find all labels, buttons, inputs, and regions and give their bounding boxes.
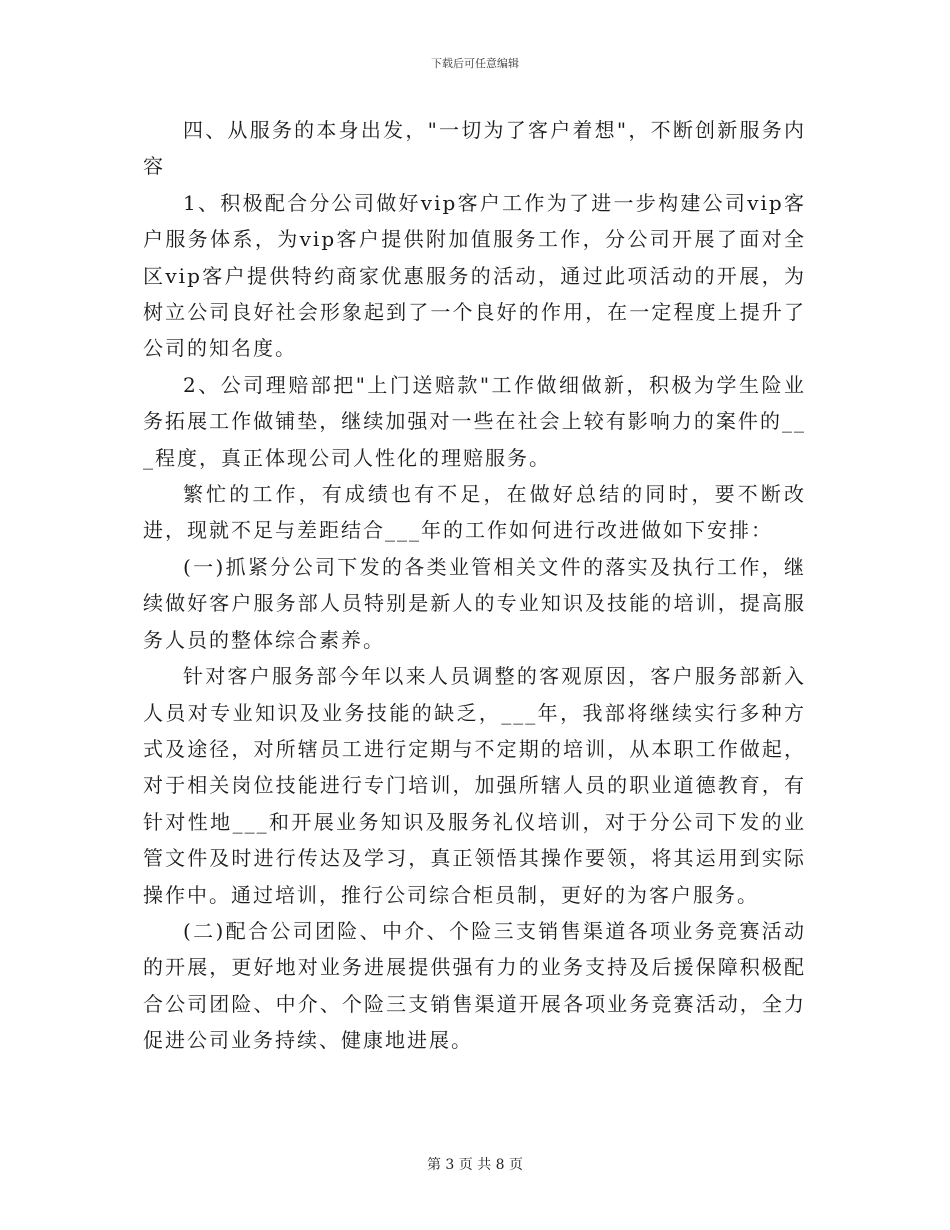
body-paragraph: (一)抓紧分公司下发的各类业管相关文件的落实及执行工作，继续做好客户服务部人员特别是新人的专业知识及技能的培训，提高服务人员的整体综合素养。	[143, 554, 806, 652]
page-header: 下载后可任意编辑	[431, 57, 519, 70]
body-paragraph: 针对客户服务部今年以来人员调整的客观原因，客户服务部新入人员对专业知识及业务技能的缺乏，___年，我部将继续实行多种方式及途径，对所辖员工进行定期与不定期的培训，从本职工作做起，对于相关岗位技能进行专门培训，加强所辖人员的职业道德教育，有针对性地___和开展业务知识及服务礼仪培训，对于分公司下发的业管文件及时进行传达及学习，真正领悟其操作要领，将其运用到实际操作中。通过培训，推行公司综合柜员制，更好的为客户服务。	[143, 664, 806, 907]
page-number: 第 3 页 共 8 页	[426, 1157, 524, 1173]
body-paragraph: (二)配合公司团险、中介、个险三支销售渠道各项业务竞赛活动的开展，更好地对业务进展提供强有力的业务支持及后援保障积极配合公司团险、中介、个险三支销售渠道开展各项业务竞赛活动，全力促进公司业务持续、健康地进展。	[143, 918, 806, 1053]
body-paragraph: 繁忙的工作，有成绩也有不足，在做好总结的同时，要不断改进，现就不足与差距结合___年的工作如何进行改进做如下安排：	[143, 482, 806, 543]
section-heading-paragraph: 四、从服务的本身出发，"一切为了客户着想"，不断创新服务内容	[143, 118, 806, 179]
document-body	[143, 112, 806, 1059]
body-paragraph: 2、公司理赔部把"上门送赔款"工作做细做新，积极为学生险业务拓展工作做铺垫，继续加强对一些在社会上较有影响力的案件的___程度，真正体现公司人性化的理赔服务。	[143, 372, 806, 470]
body-paragraph: 1、积极配合分公司做好vip客户工作为了进一步构建公司vip客户服务体系，为vip客户提供附加值服务工作，分公司开展了面对全区vip客户提供特约商家优惠服务的活动，通过此项活动的开展，为树立公司良好社会形象起到了一个良好的作用，在一定程度上提升了公司的知名度。	[143, 190, 806, 361]
